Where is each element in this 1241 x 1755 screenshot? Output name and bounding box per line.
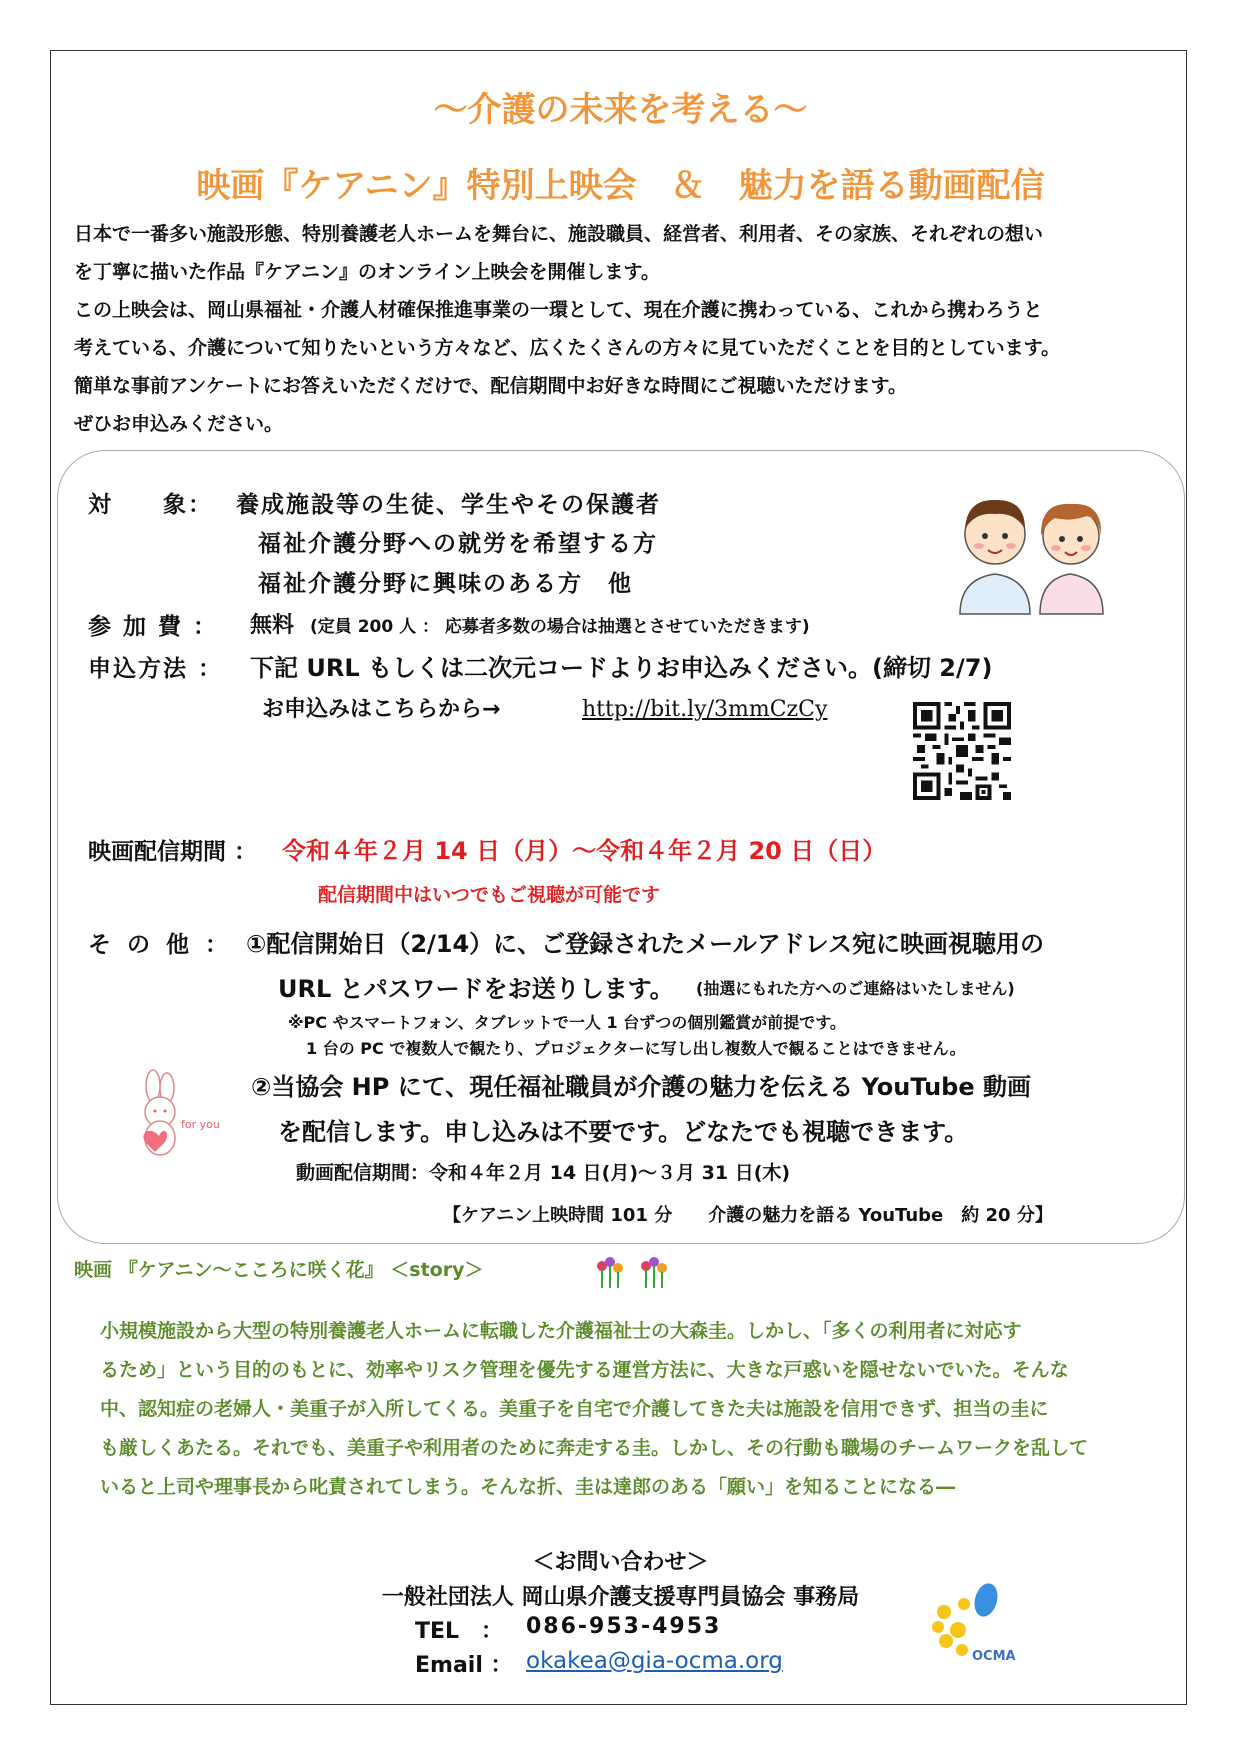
runtime-note: 【ケアニン上映時間 101 分 介護の魅力を語る YouTube 約 20 分】 xyxy=(443,1205,1053,1226)
story-line: も厳しくあたる。それでも、美重子や利用者のために奔走する圭。しかし、その行動も職場のチームワークを乱して xyxy=(100,1437,1089,1459)
apply-label: 申込方法 ： xyxy=(88,656,224,682)
contact-heading: ＜お問い合わせ＞ xyxy=(532,1550,709,1575)
notice-line: ※PC やスマートフォン、タブレットで一人 1 台ずつの個別鑑賞が前提です。 xyxy=(288,1013,846,1032)
intro-line: 簡単な事前アンケートにお答えいただくだけで、配信期間中お好きな時間にご視聴いただけます。 xyxy=(74,375,907,397)
contact-org: 一般社団法人 岡山県介護支援専門員協会 事務局 xyxy=(381,1585,860,1610)
fee-label: 参 加 費 ： xyxy=(88,614,219,640)
period-value: 令和４年２月 14 日（月）〜令和４年２月 20 日（日） xyxy=(282,837,887,865)
male-nurse-icon xyxy=(960,500,1030,614)
tel-label: TEL ： xyxy=(415,1619,504,1644)
other1-note: (抽選にもれた方へのご連絡はいたしません) xyxy=(696,979,1015,998)
intro-line: ぜひお申込みください。 xyxy=(74,413,284,435)
other1-line2: URL とパスワードをお送りします。 xyxy=(278,975,674,1003)
fee-value: 無料 xyxy=(250,613,295,638)
story-line: 中、認知症の老婦人・美重子が入所してくる。美重子を自宅で介護してきた夫は施設を信用できず、担当の圭に xyxy=(100,1398,1049,1420)
bunny-text: for you xyxy=(181,1118,220,1131)
notice-line: 1 台の PC で複数人で観たり、プロジェクターに写し出し複数人で観ることはできません。 xyxy=(306,1039,966,1058)
other2-line2: を配信します。申し込みは不要です。どなたでも視聴できます。 xyxy=(278,1118,969,1146)
intro-line: 考えている、介護について知りたいという方々など、広くたくさんの方々に見ていただくことを目的としています。 xyxy=(74,337,1061,359)
video-period: 動画配信期間：令和４年２月 14 日(月)〜３月 31 日(木) xyxy=(296,1162,791,1184)
page-subtitle: 〜介護の未来を考える〜 xyxy=(433,90,808,130)
target-line: 福祉介護分野への就労を希望する方 xyxy=(258,531,658,557)
story-line: いると上司や理事長から叱責されてしまう。そんな折、圭は達郎のある「願い」を知ることになる― xyxy=(100,1476,956,1498)
fee-note: (定員 200 人 ： 応募者多数の場合は抽選とさせていただきます) xyxy=(310,617,810,637)
bunny-illustration xyxy=(115,1068,220,1163)
intro-line: 日本で一番多い施設形態、特別養護老人ホームを舞台に、施設職員、経営者、利用者、その家族、それぞれの想い xyxy=(74,223,1044,245)
logo-text: OCMA xyxy=(972,1649,1016,1664)
nurses-illustration xyxy=(945,474,1110,614)
story-line: るため」という目的のもとに、効率やリスク管理を優先する運営方法に、大きな戸惑いを隠せないでいた。そんな xyxy=(100,1359,1069,1381)
email-label: Email ： xyxy=(415,1653,513,1678)
intro-line: この上映会は、岡山県福祉・介護人材確保推進事業の一環として、現在介護に携わっている、これから携わろうと xyxy=(74,299,1043,321)
flowers-decoration xyxy=(588,1252,684,1292)
other2-line1: ②当協会 HP にて、現任福祉職員が介護の魅力を伝える YouTube 動画 xyxy=(251,1073,1031,1101)
story-line: 小規模施設から大型の特別養護老人ホームに転職した介護福祉士の大森圭。しかし、「多くの利用者に対応す xyxy=(100,1320,1022,1342)
ocma-logo xyxy=(924,1572,1029,1672)
period-note: 配信期間中はいつでもご視聴が可能です xyxy=(318,884,661,906)
qr-code[interactable] xyxy=(913,702,1011,800)
flower-icon xyxy=(641,1257,667,1288)
tel-number: 086-953-4953 xyxy=(526,1614,722,1639)
intro-line: を丁寧に描いた作品『ケアニン』のオンライン上映会を開催します。 xyxy=(74,261,660,283)
apply-text: 下記 URL もしくは二次元コードよりお申込みください。(締切 2/7) xyxy=(250,654,993,682)
target-line: 養成施設等の生徒、学生やその保護者 xyxy=(236,492,661,518)
period-label: 映画配信期間 ： xyxy=(88,839,258,865)
other-label: そ の 他 ： xyxy=(88,932,233,958)
apply-url-link[interactable]: http://bit.ly/3mmCzCy xyxy=(582,697,828,722)
target-line: 福祉介護分野に興味のある方 他 xyxy=(258,571,633,597)
female-nurse-icon xyxy=(1040,504,1103,614)
flower-icon xyxy=(597,1257,623,1288)
target-label: 対 象： xyxy=(88,492,213,518)
page-title: 映画『ケアニン』特別上映会 ＆ 魅力を語る動画配信 xyxy=(196,166,1045,206)
story-heading: 映画 『ケアニン〜こころに咲く花』 ＜story＞ xyxy=(74,1259,484,1281)
other1-line1: ①配信開始日（2/14）に、ご登録されたメールアドレス宛に映画視聴用の xyxy=(246,930,1044,958)
email-link[interactable]: okakea@gia-ocma.org xyxy=(526,1648,783,1674)
apply-link-prefix: お申込みはこちらから→ xyxy=(262,697,501,722)
